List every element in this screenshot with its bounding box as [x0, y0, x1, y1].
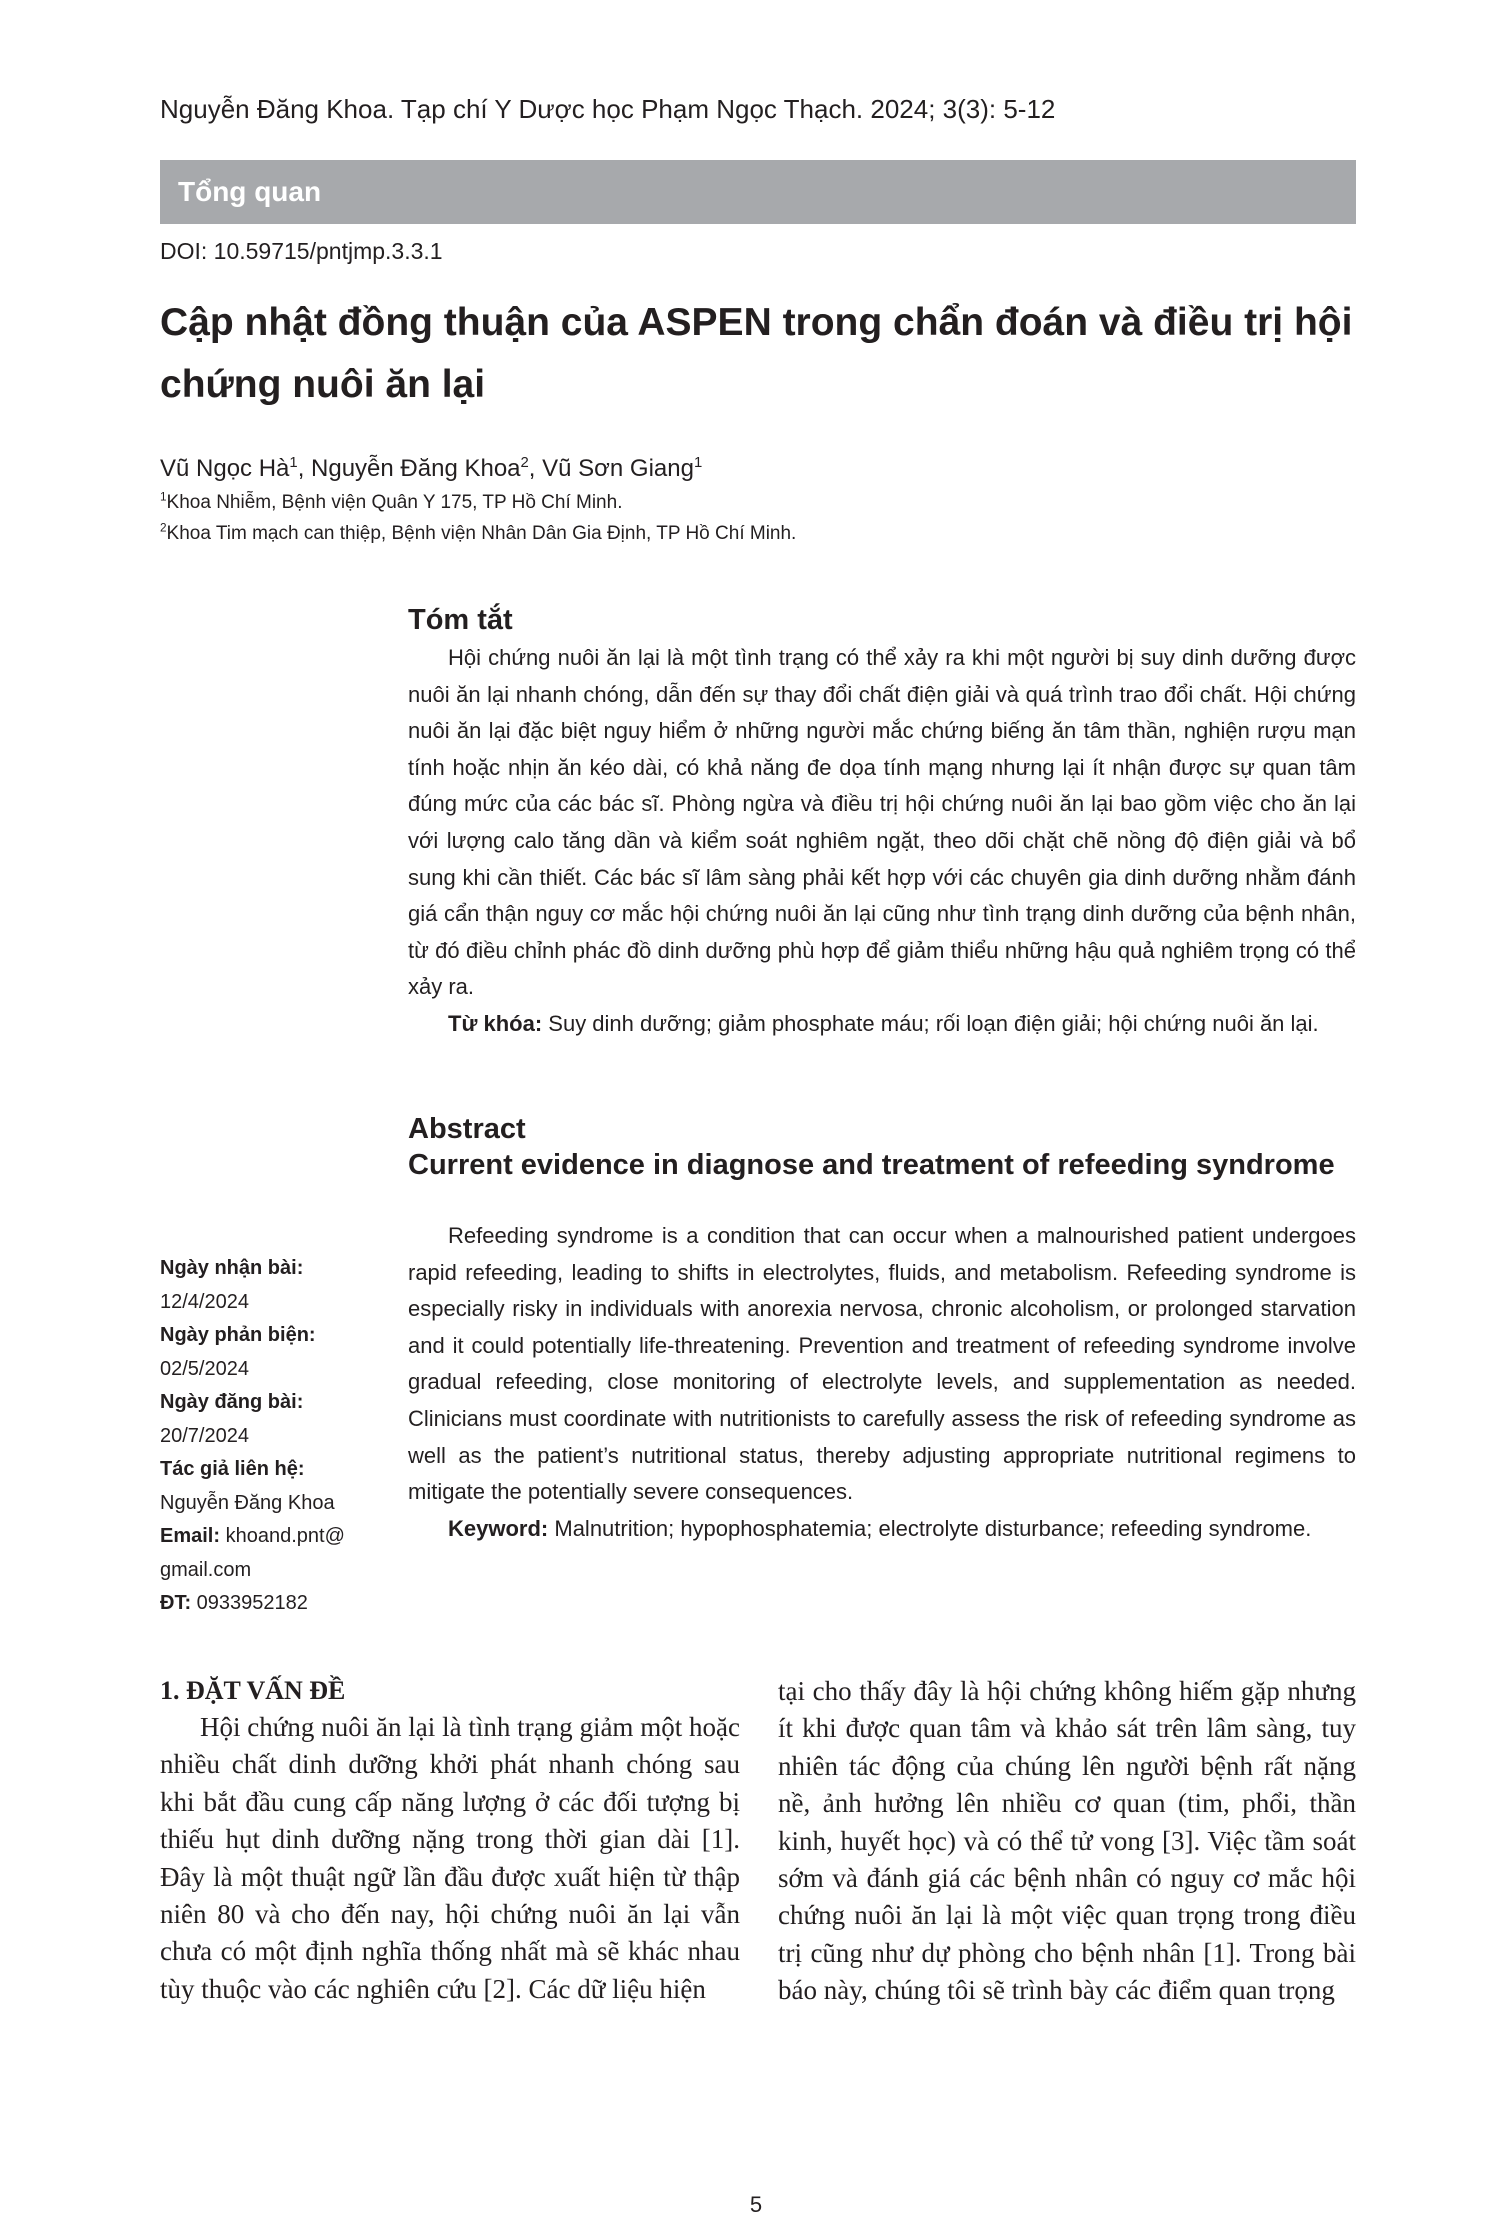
- author-sup: 1: [289, 455, 298, 471]
- article-title: Cập nhật đồng thuận của ASPEN trong chẩn đoán và điều trị hội chứng nuôi ăn lại: [160, 301, 1353, 406]
- email-part-2: gmail.com: [160, 1558, 252, 1581]
- author-name: Vũ Sơn Giang: [542, 455, 694, 482]
- author-sup: 2: [520, 455, 529, 471]
- keyword-text: Malnutrition; hypophosphatemia; electrolyte disturbance; refeeding syndrome.: [554, 1515, 1312, 1541]
- abstract-heading-block: [408, 1111, 1356, 1183]
- summary-block: [408, 640, 1356, 1043]
- phone-line: [160, 1587, 390, 1621]
- running-header: Nguyễn Đăng Khoa. Tạp chí Y Dược học Phạm Ngọc Thạch. 2024; 3(3): 5-12: [160, 94, 1056, 124]
- section-label: Tổng quan: [160, 160, 1356, 224]
- affiliation-sup: 2: [160, 521, 167, 535]
- revised-date: 02/5/2024: [160, 1357, 249, 1380]
- keywords-text: Suy dinh dưỡng; giảm phosphate máu; rối loạn điện giải; hội chứng nuôi ăn lại.: [548, 1010, 1319, 1036]
- revised-label: Ngày phản biện:: [160, 1324, 316, 1346]
- affiliation-text: Khoa Nhiễm, Bệnh viện Quân Y 175, TP Hồ Chí Minh.: [166, 492, 623, 513]
- doi: DOI: 10.59715/pntjmp.3.3.1: [160, 238, 443, 264]
- affiliation-2: [160, 523, 796, 545]
- body-left-column: Hội chứng nuôi ăn lại là tình trạng giảm một hoặc nhiều chất dinh dưỡng khởi phát nhanh chóng sau khi bắt đầu cung cấp năng lượng ở các đối tượng bị thiếu hụt dinh dưỡng nặng trong thời gian dài [1]. Đây là một thuật ngữ lần đầu được xuất hiện từ thập niên 80 và cho đến nay, hội chứng nuôi ăn lại vẫn chưa có một định nghĩa thống nhất mà sẽ khác nhau tùy thuộc vào các nghiên cứu [2]. Các dữ liệu hiện: [160, 1712, 740, 2004]
- email-line: [160, 1520, 390, 1554]
- article-meta: [160, 1252, 390, 1621]
- body-right-column: tại cho thấy đây là hội chứng không hiếm gặp nhưng ít khi được quan tâm và khảo sát trên lâm sàng, tuy nhiên tác động của chúng lên người bệnh rất nặng nề, ảnh hưởng lên nhiều cơ quan (tim, phổi, thần kinh, huyết học) và có thể tử vong [3]. Việc tầm soát sớm và đánh giá các bệnh nhân có nguy cơ mắc hội chứng nuôi ăn lại là một việc quan trọng trong điều trị cũng như dự phòng cho bệnh nhân [1]. Trong bài báo này, chúng tôi sẽ trình bày các điểm quan trọng: [778, 1676, 1356, 2006]
- email-label: Email:: [160, 1525, 221, 1547]
- abstract-heading: Abstract: [408, 1113, 526, 1145]
- abstract-title: Current evidence in diagnose and treatment of refeeding syndrome: [408, 1149, 1335, 1181]
- page-number: 5: [749, 2192, 763, 2217]
- abstract-keywords: [408, 1511, 1356, 1548]
- email-part-1: khoand.pnt@: [225, 1525, 345, 1547]
- affiliation-text: Khoa Tim mạch can thiệp, Bệnh viện Nhân Dân Gia Định, TP Hồ Chí Minh.: [166, 523, 797, 544]
- summary-heading: Tóm tắt: [408, 604, 513, 636]
- author-sup: 1: [693, 455, 703, 471]
- received-label: Ngày nhận bài:: [160, 1257, 304, 1279]
- abstract-block: [408, 1218, 1356, 1547]
- author-name: Nguyễn Đăng Khoa: [311, 455, 521, 482]
- keyword-label: Keyword:: [448, 1515, 549, 1541]
- abstract-text: Refeeding syndrome is a condition that can occur when a malnourished patient undergoes rapid refeeding, leading to shifts in electrolytes, fluids, and metabolism. Refeeding syndrome is especially risky in individuals with anorexia nervosa, chronic alcoholism, or prolonged starvation and it could potentially life-threatening. Prevention and treatment of refeeding syndrome involve gradual refeeding, close monitoring of electrolyte levels, and supplementation as needed. Clinicians must coordinate with nutritionists to carefully assess the risk of refeeding syndrome as well as the patient’s nutritional status, thereby adjusting appropriate nutritional regimens to mitigate the potentially severe consequences.: [408, 1223, 1356, 1505]
- affiliation-sup: 1: [160, 490, 167, 504]
- affiliation-1: [160, 492, 622, 514]
- corresponding-label: Tác giả liên hệ:: [160, 1458, 305, 1480]
- section-heading: 1. ĐẶT VẤN ĐỀ: [160, 1676, 346, 1705]
- published-label: Ngày đăng bài:: [160, 1391, 304, 1413]
- summary-text: Hội chứng nuôi ăn lại là một tình trạng có thể xảy ra khi một người bị suy dinh dưỡng được nuôi ăn lại nhanh chóng, dẫn đến sự thay đổi chất điện giải và quá trình trao đổi chất. Hội chứng nuôi ăn lại đặc biệt nguy hiểm ở những người mắc chứng biếng ăn tâm thần, nghiện rượu mạn tính hoặc nhịn ăn kéo dài, có khả năng đe dọa tính mạng nhưng lại ít nhận được sự quan tâm đúng mức của các bác sĩ. Phòng ngừa và điều trị hội chứng nuôi ăn lại bao gồm việc cho ăn lại với lượng calo tăng dần và kiểm soát nghiêm ngặt, theo dõi chặt chẽ nồng độ điện giải và bổ sung khi cần thiết. Các bác sĩ lâm sàng phải kết hợp với các chuyên gia dinh dưỡng nhằm đánh giá cẩn thận nguy cơ mắc hội chứng nuôi ăn lại cũng như tình trạng dinh dưỡng của bệnh nhân, từ đó điều chỉnh phác đồ dinh dưỡng phù hợp để giảm thiểu những hậu quả nghiêm trọng có thể xảy ra.: [408, 645, 1356, 1000]
- author-name: Vũ Ngọc Hà: [160, 455, 290, 482]
- published-date: 20/7/2024: [160, 1424, 249, 1447]
- phone-label: ĐT:: [160, 1592, 192, 1614]
- summary-keywords: [408, 1006, 1356, 1043]
- corresponding-author: Nguyễn Đăng Khoa: [160, 1491, 335, 1514]
- phone-number: 0933952182: [196, 1592, 308, 1614]
- keywords-label: Từ khóa:: [448, 1010, 543, 1036]
- author-list: Vũ Ngọc $Hà^1$, Nguyễn Đăng Khoa$^2$, Vũ Sơn Giang$^1$: [160, 455, 703, 482]
- received-date: 12/4/2024: [160, 1290, 249, 1313]
